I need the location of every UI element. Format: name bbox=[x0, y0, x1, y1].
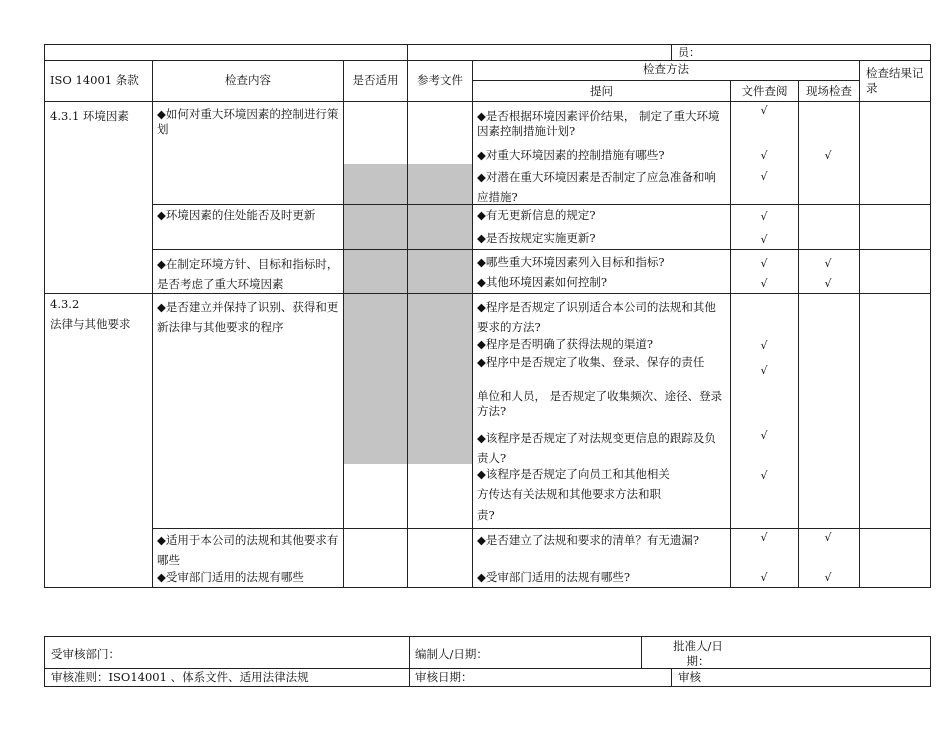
question-text: ◆哪些重大环境因素列入目标和指标? bbox=[477, 255, 665, 269]
doc-review-check: √ bbox=[760, 210, 768, 223]
footer-criteria: 审核准则：ISO14001 、体系文件、适用法律法规 bbox=[51, 670, 309, 684]
site-check-mark: √ bbox=[824, 257, 832, 270]
shaded-cell-applicable bbox=[344, 164, 407, 464]
footer-approved-by: 批准人/日期： bbox=[673, 639, 723, 668]
doc-review-check: √ bbox=[760, 170, 768, 183]
question-text: 单位和人员， 是否规定了收集频次、途径、登录方法? bbox=[477, 389, 723, 418]
question-text: 责? bbox=[477, 508, 495, 522]
question-text: ◆是否建立了法规和要求的清单？有无遗漏? bbox=[477, 533, 700, 547]
header-applicable: 是否适用 bbox=[352, 73, 399, 87]
site-check-mark: √ bbox=[824, 277, 832, 290]
header-site-check: 现场检查 bbox=[806, 84, 852, 98]
question-text: ◆是否按规定实施更新? bbox=[477, 231, 596, 245]
header-method: 检查方法 bbox=[643, 62, 689, 76]
clause-4-3-1: 4.3.1 环境因素 bbox=[50, 109, 129, 123]
content-item: ◆如何对重大环境因素的控制进行策划 bbox=[157, 107, 339, 136]
footer-prepared-by: 编制人/日期： bbox=[415, 647, 488, 661]
question-text: ◆有无更新信息的规定? bbox=[477, 208, 596, 222]
clause-4-3-2-name: 法律与其他要求 bbox=[50, 317, 131, 331]
question-text: ◆程序中是否规定了收集、登录、保存的责任 bbox=[477, 355, 705, 369]
header-doc-review: 文件查阅 bbox=[741, 84, 788, 98]
footer-auditor: 审核 bbox=[678, 670, 701, 684]
content-item: ◆是否建立并保持了识别、获得和更新法律与其他要求的程序 bbox=[157, 300, 339, 334]
doc-review-check: √ bbox=[760, 233, 768, 246]
content-item: ◆受审部门适用的法规有哪些 bbox=[157, 570, 304, 584]
question-text: ◆程序是否规定了识别适合本公司的法规和其他要求的方法? bbox=[477, 300, 716, 334]
content-item: ◆环境因素的住处能否及时更新 bbox=[157, 208, 316, 222]
doc-review-check: √ bbox=[760, 339, 768, 352]
site-check-mark: √ bbox=[824, 531, 832, 544]
question-text: ◆受审部门适用的法规有哪些? bbox=[477, 570, 631, 584]
shaded-cell-reference bbox=[408, 164, 472, 464]
doc-review-check: √ bbox=[760, 149, 768, 162]
doc-review-check: √ bbox=[760, 257, 768, 270]
header-question: 提问 bbox=[590, 84, 613, 98]
site-check-mark: √ bbox=[824, 149, 832, 162]
content-item: ◆在制定环境方针、目标和指标时，是否考虑了重大环境因素 bbox=[157, 257, 339, 291]
footer-audit-date: 审核日期： bbox=[415, 670, 473, 684]
header-reference: 参考文件 bbox=[417, 73, 463, 87]
question-text: ◆该程序是否规定了对法规变更信息的跟踪及负责人? bbox=[477, 431, 716, 465]
question-text: ◆其他环境因素如何控制? bbox=[477, 275, 608, 289]
doc-review-check: √ bbox=[760, 469, 768, 482]
question-text: ◆该程序是否规定了向员工和其他相关 bbox=[477, 467, 670, 481]
site-check-mark: √ bbox=[824, 571, 832, 584]
question-text: 方传达有关法规和其他要求方法和职 bbox=[477, 487, 661, 501]
clause-4-3-2-number: 4.3.2 bbox=[50, 297, 80, 311]
doc-review-check: √ bbox=[760, 429, 768, 442]
doc-review-check: √ bbox=[760, 531, 768, 544]
doc-review-check: √ bbox=[760, 571, 768, 584]
question-text: ◆程序是否明确了获得法规的渠道? bbox=[477, 337, 654, 351]
content-item: ◆适用于本公司的法规和其他要求有哪些 bbox=[157, 533, 339, 567]
footer-audited-dept: 受审核部门： bbox=[51, 647, 120, 661]
question-text: ◆对重大环境因素的控制措施有哪些? bbox=[477, 148, 665, 162]
question-text: ◆是否根据环境因素评价结果， 制定了重大环境因素控制措施计划? bbox=[477, 109, 720, 138]
header-result: 检查结果记录 bbox=[866, 66, 924, 95]
question-text: ◆对潜在重大环境因素是否制定了应急准备和响应措施? bbox=[477, 170, 716, 204]
header-content: 检查内容 bbox=[225, 73, 271, 87]
doc-review-check: √ bbox=[760, 104, 768, 117]
doc-review-check: √ bbox=[760, 277, 768, 290]
doc-review-check: √ bbox=[760, 364, 768, 377]
inspector-label: 员： bbox=[678, 46, 700, 59]
header-clause: ISO 14001 条款 bbox=[50, 73, 139, 87]
